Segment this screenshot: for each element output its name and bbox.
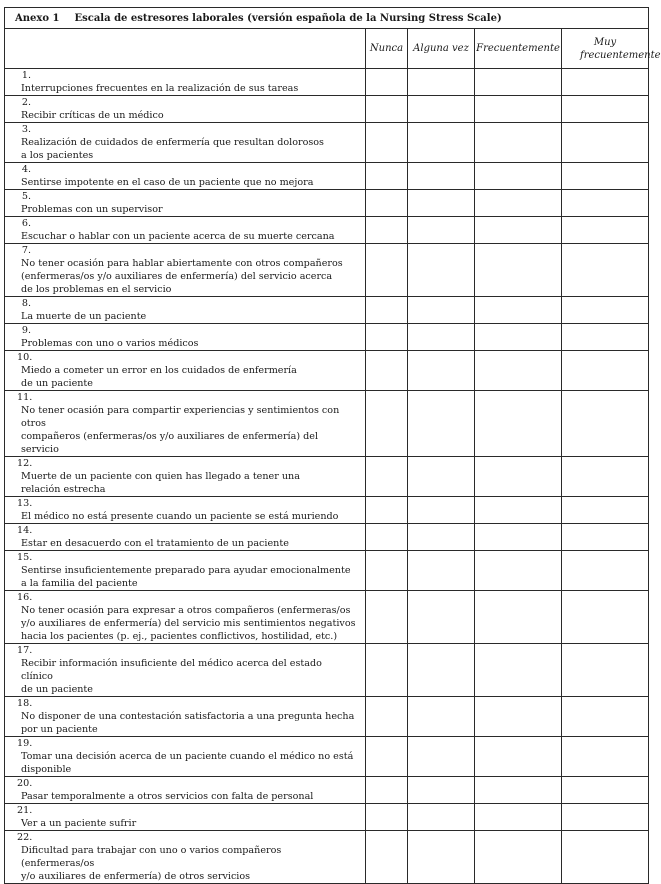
response-cell[interactable] [408,297,475,324]
item-text: Realización de cuidados de enfermería que resultan dolorosos a los pacientes [21,137,324,161]
response-cell[interactable] [562,163,649,190]
response-cell[interactable] [562,831,649,884]
response-cell[interactable] [562,69,649,96]
response-cell[interactable] [408,457,475,497]
item-row [5,69,649,96]
item-cell [5,777,366,804]
item-text: Tomar una decisión acerca de un paciente cuando el médico no está disponible [21,751,354,775]
response-cell[interactable] [366,591,408,644]
response-cell[interactable] [366,697,408,737]
item-text: No tener ocasión para compartir experiencias y sentimientos con otros compañeros (enfermeras/os y/o auxiliares de enfermería) del servicio [21,405,340,455]
item-number: 13. [17,498,33,509]
item-number: 6. [21,218,31,229]
item-number: 10. [17,352,33,363]
item-text: Muerte de un paciente con quien has llegado a tener una relación estrecha [21,471,300,495]
item-row [5,163,649,190]
response-cell[interactable] [475,591,562,644]
item-number: 20. [17,778,33,789]
response-cell[interactable] [408,217,475,244]
item-row [5,217,649,244]
response-cell[interactable] [408,591,475,644]
item-number: 11. [17,392,33,403]
annex-title-bar [5,8,649,29]
response-cell[interactable] [366,123,408,163]
response-cell[interactable] [366,457,408,497]
response-cell[interactable] [366,524,408,551]
item-cell [5,804,366,831]
response-cell[interactable] [366,217,408,244]
column-header: Alguna vez [408,29,475,69]
response-cell[interactable] [366,497,408,524]
item-text: Recibir críticas de un médico [21,110,164,121]
item-cell [5,737,366,777]
item-row [5,351,649,391]
response-cell[interactable] [366,804,408,831]
item-text: El médico no está presente cuando un paciente se está muriendo [21,511,339,522]
response-cell[interactable] [408,737,475,777]
response-cell[interactable] [475,351,562,391]
response-cell[interactable] [366,831,408,884]
response-cell[interactable] [562,457,649,497]
column-header-row [5,29,649,69]
item-number: 19. [17,738,33,749]
item-text: La muerte de un paciente [21,311,147,322]
response-cell[interactable] [366,324,408,351]
response-cell[interactable] [408,644,475,697]
item-text: No tener ocasión para hablar abiertamente con otros compañeros (enfermeras/os y/o auxiliares de enfermería) del servicio acerca de los problemas en el servicio [21,258,343,295]
response-cell[interactable] [562,217,649,244]
response-cell[interactable] [366,69,408,96]
item-number: 7. [21,245,31,256]
item-cell [5,831,366,884]
response-cell[interactable] [408,831,475,884]
item-text: Problemas con un supervisor [21,204,163,215]
response-cell[interactable] [475,96,562,123]
response-cell[interactable] [408,391,475,457]
response-cell[interactable] [366,244,408,297]
item-text: No tener ocasión para expresar a otros compañeros (enfermeras/os y/o auxiliares de enfermería) del servicio mis sentimientos negativos hacia los pacientes (p. ej., pacientes conflictivos, hostilidad, etc.) [21,605,356,642]
response-cell[interactable] [366,551,408,591]
column-header: Muy frecuentemente [562,29,649,69]
response-cell[interactable] [562,777,649,804]
response-cell[interactable] [475,457,562,497]
response-cell[interactable] [408,163,475,190]
item-text: Estar en desacuerdo con el tratamiento de un paciente [21,538,289,549]
response-cell[interactable] [562,123,649,163]
item-number: 9. [21,325,31,336]
response-cell[interactable] [475,69,562,96]
response-cell[interactable] [408,777,475,804]
response-cell[interactable] [408,524,475,551]
item-cell [5,324,366,351]
item-cell [5,69,366,96]
response-cell[interactable] [475,217,562,244]
item-text: No disponer de una contestación satisfactoria a una pregunta hecha por un paciente [21,711,355,735]
item-text: Sentirse impotente en el caso de un paciente que no mejora [21,177,314,188]
item-cell [5,351,366,391]
response-cell[interactable] [366,777,408,804]
item-row [5,777,649,804]
item-text: Dificultad para trabajar con uno o varios compañeros (enfermeras/os y/o auxiliares de enfermería) de otros servicios [21,845,282,882]
item-cell [5,244,366,297]
stress-scale-table [4,7,661,884]
item-cell [5,457,366,497]
response-cell[interactable] [562,551,649,591]
response-cell[interactable] [366,163,408,190]
item-number: 12. [17,458,33,469]
item-row [5,190,649,217]
item-number: 1. [21,70,31,81]
response-cell[interactable] [562,737,649,777]
response-cell[interactable] [366,737,408,777]
item-row [5,644,649,697]
item-text: Escuchar o hablar con un paciente acerca de su muerte cercana [21,231,335,242]
item-number: 4. [21,164,31,175]
item-cell [5,217,366,244]
response-cell[interactable] [408,244,475,297]
item-number: 5. [21,191,31,202]
response-cell[interactable] [562,351,649,391]
response-cell[interactable] [562,497,649,524]
item-number: 17. [17,645,33,656]
item-number: 21. [17,805,33,816]
item-text: Problemas con uno o varios médicos [21,338,199,349]
response-cell[interactable] [475,777,562,804]
response-cell[interactable] [366,351,408,391]
item-cell [5,297,366,324]
response-cell[interactable] [366,391,408,457]
item-column-header [5,29,366,69]
column-header: Frecuentemente [475,29,562,69]
response-cell[interactable] [408,324,475,351]
response-cell[interactable] [408,96,475,123]
item-cell [5,163,366,190]
response-cell[interactable] [408,69,475,96]
item-cell [5,551,366,591]
item-row [5,123,649,163]
response-cell[interactable] [562,96,649,123]
item-cell [5,96,366,123]
response-cell[interactable] [408,804,475,831]
response-cell[interactable] [475,297,562,324]
item-row [5,96,649,123]
item-row [5,591,649,644]
item-number: 15. [17,552,33,563]
response-cell[interactable] [366,190,408,217]
item-cell [5,644,366,697]
item-text: Recibir información insuficiente del médico acerca del estado clínico de un paciente [21,658,322,695]
item-row [5,497,649,524]
response-cell[interactable] [475,497,562,524]
column-header: Nunca [366,29,408,69]
response-cell[interactable] [475,324,562,351]
response-cell[interactable] [562,591,649,644]
response-cell[interactable] [562,391,649,457]
response-cell[interactable] [562,297,649,324]
item-number: 16. [17,592,33,603]
item-row [5,737,649,777]
annex-label: Anexo 1 [15,12,60,24]
item-row [5,297,649,324]
item-number: 18. [17,698,33,709]
item-row [5,391,649,457]
item-row [5,324,649,351]
item-text: Ver a un paciente sufrir [21,818,137,829]
item-cell [5,524,366,551]
item-row [5,697,649,737]
response-cell[interactable] [475,524,562,551]
response-cell[interactable] [475,644,562,697]
item-row [5,457,649,497]
response-cell[interactable] [366,96,408,123]
response-cell[interactable] [408,551,475,591]
response-cell[interactable] [562,644,649,697]
response-cell[interactable] [475,163,562,190]
item-cell [5,391,366,457]
response-cell[interactable] [562,697,649,737]
response-cell[interactable] [408,190,475,217]
response-cell[interactable] [475,190,562,217]
item-cell [5,591,366,644]
response-cell[interactable] [562,244,649,297]
response-cell[interactable] [475,804,562,831]
item-cell [5,123,366,163]
item-row [5,804,649,831]
response-cell[interactable] [562,524,649,551]
item-text: Miedo a cometer un error en los cuidados de enfermería de un paciente [21,365,297,389]
item-row [5,831,649,884]
response-cell[interactable] [475,391,562,457]
response-cell[interactable] [408,697,475,737]
response-cell[interactable] [408,351,475,391]
response-cell[interactable] [475,123,562,163]
response-cell[interactable] [475,244,562,297]
item-number: 2. [21,97,31,108]
item-row [5,524,649,551]
response-cell[interactable] [475,551,562,591]
response-cell[interactable] [408,497,475,524]
item-cell [5,697,366,737]
response-cell[interactable] [562,190,649,217]
item-text: Pasar temporalmente a otros servicios con falta de personal [21,791,314,802]
response-cell[interactable] [475,697,562,737]
item-number: 14. [17,525,33,536]
item-cell [5,497,366,524]
item-cell [5,190,366,217]
item-text: Interrupciones frecuentes en la realización de sus tareas [21,83,299,94]
response-cell[interactable] [562,324,649,351]
item-row [5,244,649,297]
item-number: 22. [17,832,33,843]
response-cell[interactable] [475,831,562,884]
item-number: 3. [21,124,31,135]
response-cell[interactable] [475,737,562,777]
annex-title: Escala de estresores laborales (versión española de la Nursing Stress Scale) [74,12,502,24]
item-number: 8. [21,298,31,309]
item-text: Sentirse insuficientemente preparado para ayudar emocionalmente a la familia del paciente [21,565,351,589]
item-row [5,551,649,591]
response-cell[interactable] [562,804,649,831]
response-cell[interactable] [408,123,475,163]
response-cell[interactable] [366,297,408,324]
response-cell[interactable] [366,644,408,697]
